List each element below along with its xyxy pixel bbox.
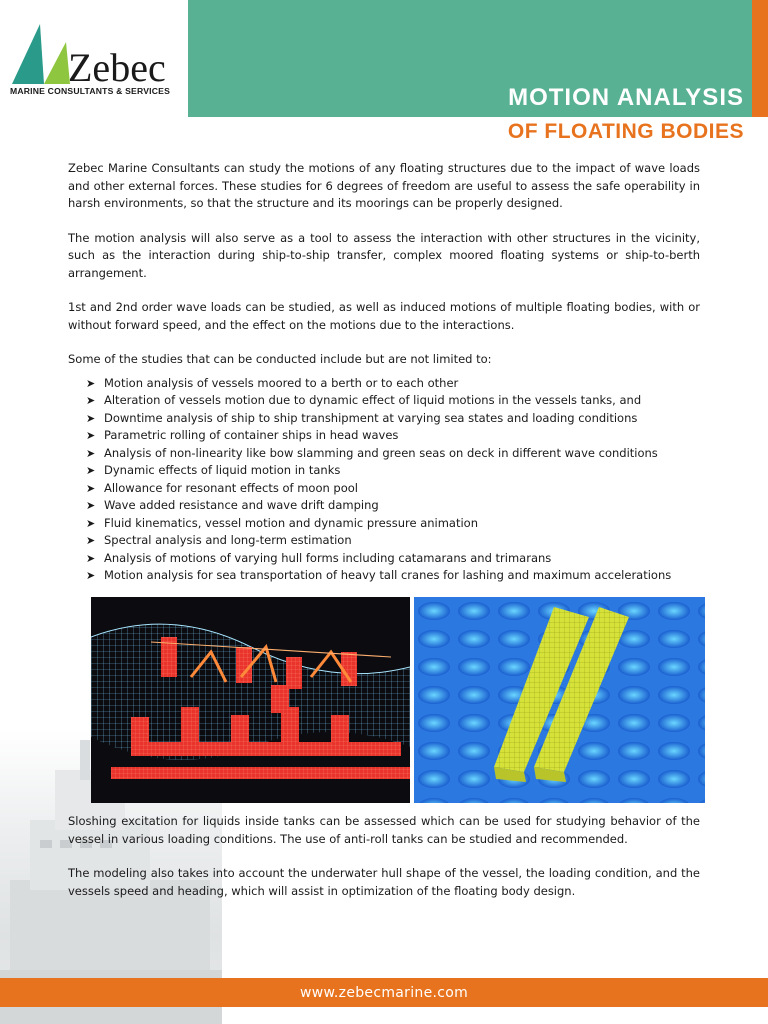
list-item: ➤ Fluid kinematics, vessel motion and dynamic pressure animation (86, 515, 700, 533)
arrow-bullet-icon: ➤ (86, 499, 96, 512)
arrow-bullet-icon: ➤ (86, 411, 96, 425)
studies-list (68, 375, 700, 585)
offshore-structure-wave-image (91, 597, 410, 803)
closing-paragraph: Sloshing excitation for liquids inside tanks can be assessed which can be used for studying behavior of the vessel in various loading conditions. The use of anti-roll tanks can be studied and recommended. (68, 814, 700, 846)
list-item: ➤ Motion analysis of vessels moored to a berth or to each other (86, 375, 700, 393)
arrow-bullet-icon: ➤ (86, 446, 96, 460)
studies-lead-in: Some of the studies that can be conducted include but are not limited to: (68, 352, 492, 366)
arrow-bullet-icon: ➤ (86, 464, 96, 477)
logo-wordmark: Zebec (68, 45, 166, 90)
twin-hull-vessels-image (414, 597, 705, 803)
list-item: ➤ Downtime analysis of ship to ship transhipment at varying sea states and loading conditions (86, 410, 700, 428)
footer-bar (0, 978, 768, 1007)
list-item: ➤ Motion analysis for sea transportation of heavy tall cranes for lashing and maximum accelerations (86, 567, 700, 585)
page-subtitle: OF FLOATING BODIES (507, 120, 744, 143)
closing-paragraph: The modeling also takes into account the underwater hull shape of the vessel, the loading condition, and the vessels speed and heading, which will assist in optimization of the floating body design. (68, 866, 700, 898)
main-content (68, 160, 700, 585)
arrow-bullet-icon: ➤ (86, 376, 96, 390)
figure-row (91, 597, 705, 803)
list-item: ➤ Analysis of motions of varying hull forms including catamarans and trimarans (86, 550, 700, 568)
list-item: ➤ Spectral analysis and long-term estimation (86, 532, 700, 550)
list-item: ➤ Parametric rolling of container ships in head waves (86, 427, 700, 445)
arrow-bullet-icon: ➤ (86, 534, 96, 547)
arrow-bullet-icon: ➤ (86, 569, 96, 582)
closing-content (68, 813, 700, 917)
header-accent-strip (752, 0, 768, 117)
list-item: ➤ Alteration of vessels motion due to dynamic effect of liquid motions in the vessels tanks, and (86, 392, 700, 410)
arrow-bullet-icon: ➤ (86, 516, 96, 530)
page-title: MOTION ANALYSIS (508, 84, 744, 111)
list-item: ➤ Analysis of non-linearity like bow slamming and green seas on deck in different wave conditions (86, 445, 700, 463)
intro-paragraph: 1st and 2nd order wave loads can be studied, as well as induced motions of multiple floating bodies, with or without forward speed, and the effect on the motions due to the interactions. (68, 300, 700, 332)
list-item: ➤ Wave added resistance and wave drift damping (86, 497, 700, 515)
arrow-bullet-icon: ➤ (86, 551, 96, 565)
zebec-logo (8, 20, 184, 102)
list-item: ➤ Allowance for resonant effects of moon pool (86, 480, 700, 498)
intro-paragraph: The motion analysis will also serve as a tool to assess the interaction with other structures in the vicinity, such as the interaction during ship-to-ship transfer, complex moored floating systems or ship-to-berth arrangement. (68, 230, 700, 280)
arrow-bullet-icon: ➤ (86, 429, 96, 442)
logo-tagline: MARINE CONSULTANTS & SERVICES (10, 86, 171, 96)
arrow-bullet-icon: ➤ (86, 481, 96, 495)
intro-paragraph: Zebec Marine Consultants can study the motions of any floating structures due to the impact of wave loads and other external forces. These studies for 6 degrees of freedom are useful to assess the safe operability in harsh environments, so that the structure and its moorings can be properly designed. (68, 161, 700, 210)
arrow-bullet-icon: ➤ (86, 394, 96, 407)
list-item: ➤ Dynamic effects of liquid motion in tanks (86, 462, 700, 480)
website-link[interactable]: www.zebecmarine.com (299, 984, 469, 1001)
